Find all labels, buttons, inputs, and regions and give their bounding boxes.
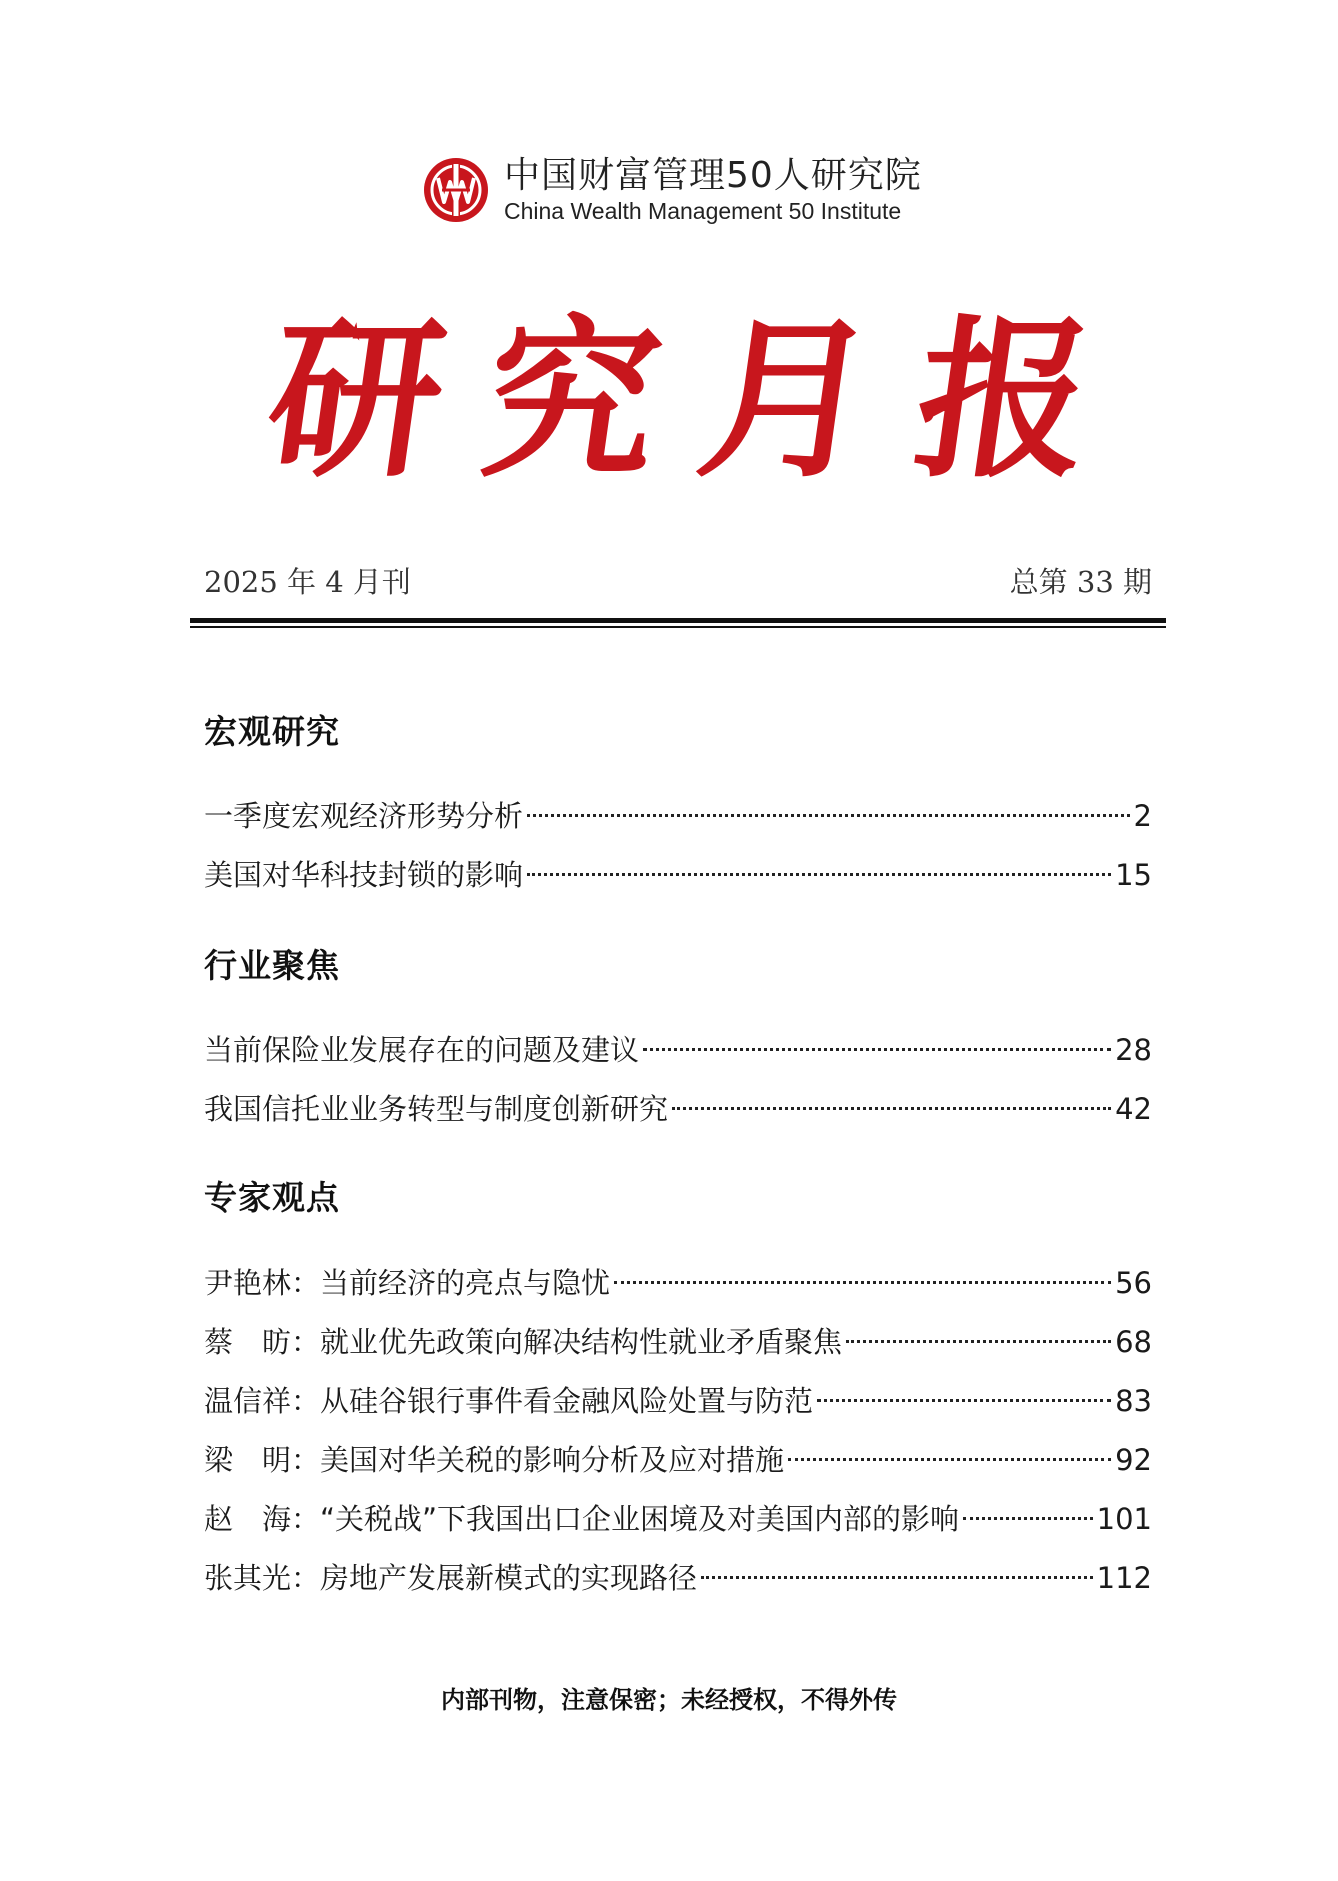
toc-section-title: 宏观研究 [204, 712, 340, 751]
toc-entry[interactable] [204, 1322, 1152, 1362]
toc-entry[interactable] [204, 1558, 1152, 1598]
toc-entry-page: 56 [1115, 1266, 1152, 1300]
toc-entry[interactable] [204, 1381, 1152, 1421]
toc-entry-title: 赵 海：“关税战”下我国出口企业困境及对美国内部的影响 [204, 1502, 960, 1536]
masthead-char-2: 究 [471, 298, 673, 501]
toc-entry-page: 83 [1115, 1384, 1152, 1418]
header-divider-thick [190, 618, 1166, 623]
toc-entry-title: 美国对华科技封锁的影响 [204, 858, 524, 892]
masthead-char-1: 研 [255, 298, 457, 501]
toc-entry[interactable] [204, 855, 1152, 895]
toc-entry-title: 梁 明：美国对华关税的影响分析及应对措施 [204, 1443, 785, 1477]
issue-info-row [204, 560, 1152, 601]
toc-entry-page: 2 [1133, 799, 1152, 833]
toc-entry[interactable] [204, 796, 1152, 836]
toc-entry-page: 112 [1096, 1561, 1152, 1595]
toc-dot-leader [701, 1576, 1093, 1579]
issue-date: 2025 年 4 月刊 [204, 565, 411, 599]
toc-entry-title: 尹艳林：当前经济的亮点与隐忧 [204, 1266, 611, 1300]
org-name-cn: 中国财富管理50人研究院 [504, 155, 922, 196]
toc-entry-title: 温信祥：从硅谷银行事件看金融风险处置与防范 [204, 1384, 814, 1418]
toc-entry-page: 42 [1115, 1092, 1152, 1126]
issue-number: 总第 33 期 [1009, 565, 1152, 599]
toc-entry-title: 我国信托业业务转型与制度创新研究 [204, 1092, 669, 1126]
toc-entry[interactable] [204, 1030, 1152, 1070]
toc-entry-title: 蔡 昉：就业优先政策向解决结构性就业矛盾聚焦 [204, 1325, 843, 1359]
toc-section-title: 专家观点 [204, 1178, 340, 1217]
toc-entry[interactable] [204, 1440, 1152, 1480]
toc-entry[interactable] [204, 1089, 1152, 1129]
masthead-title [255, 298, 1105, 501]
toc-dot-leader [817, 1399, 1111, 1402]
org-name-en: China Wealth Management 50 Institute [504, 198, 902, 224]
toc-entry-page: 68 [1115, 1325, 1152, 1359]
toc-entry-title: 一季度宏观经济形势分析 [204, 799, 524, 833]
confidentiality-notice: 内部刊物，注意保密；未经授权，不得外传 [441, 1686, 897, 1714]
masthead-char-4: 报 [903, 298, 1105, 501]
toc-dot-leader [527, 814, 1130, 817]
toc-entry[interactable] [204, 1499, 1152, 1539]
toc-entry-title: 当前保险业发展存在的问题及建议 [204, 1033, 640, 1067]
toc-dot-leader [614, 1281, 1111, 1284]
toc-dot-leader [846, 1340, 1111, 1343]
toc-dot-leader [788, 1458, 1111, 1461]
toc-entry[interactable] [204, 1263, 1152, 1303]
toc-entry-page: 15 [1115, 858, 1152, 892]
org-logo-block [422, 152, 922, 228]
toc-entry-page: 101 [1096, 1502, 1152, 1536]
toc-entry-title: 张其光：房地产发展新模式的实现路径 [204, 1561, 698, 1595]
masthead-char-3: 月 [687, 298, 889, 501]
toc-entry-page: 28 [1115, 1033, 1152, 1067]
toc-dot-leader [672, 1107, 1111, 1110]
header-divider-thin [190, 626, 1166, 628]
org-name-group [504, 155, 922, 225]
toc-dot-leader [643, 1048, 1111, 1051]
toc-dot-leader [963, 1517, 1093, 1520]
toc-entry-page: 92 [1115, 1443, 1152, 1477]
toc-dot-leader [527, 873, 1111, 876]
toc-section-title: 行业聚焦 [204, 946, 340, 985]
org-logo-icon [422, 156, 490, 224]
